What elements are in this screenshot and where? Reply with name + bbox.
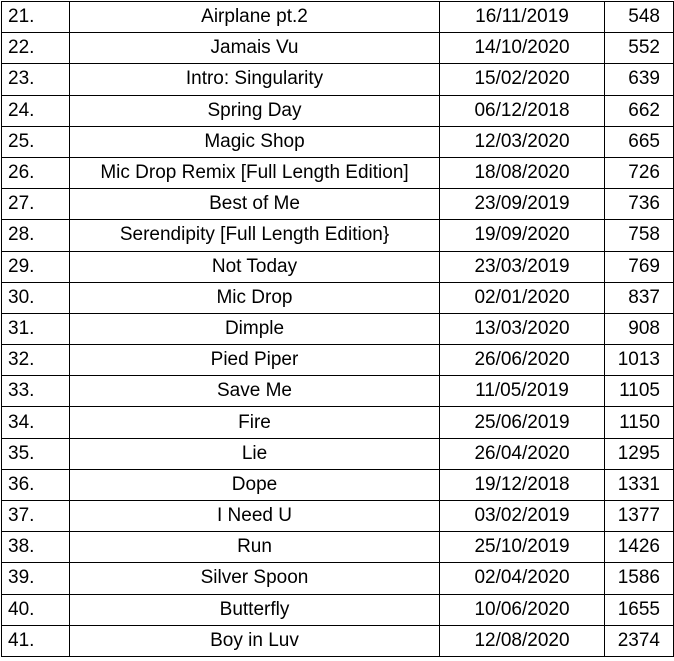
count-cell: 908 <box>605 313 674 344</box>
song-title-cell: Dimple <box>70 313 440 344</box>
date-cell: 25/06/2019 <box>440 407 605 438</box>
date-cell: 18/08/2020 <box>440 157 605 188</box>
date-cell: 26/04/2020 <box>440 438 605 469</box>
rank-cell: 39. <box>2 563 70 594</box>
table-row <box>2 469 674 500</box>
date-cell: 16/11/2019 <box>440 2 605 33</box>
rank-cell: 32. <box>2 345 70 376</box>
song-title-cell: Pied Piper <box>70 345 440 376</box>
rank-cell: 23. <box>2 64 70 95</box>
song-title-cell: Save Me <box>70 376 440 407</box>
count-cell: 1150 <box>605 407 674 438</box>
rank-cell: 28. <box>2 220 70 251</box>
date-cell: 03/02/2019 <box>440 501 605 532</box>
table-row <box>2 157 674 188</box>
rank-cell: 22. <box>2 33 70 64</box>
date-cell: 15/02/2020 <box>440 64 605 95</box>
table-row <box>2 594 674 625</box>
date-cell: 25/10/2019 <box>440 532 605 563</box>
table-row <box>2 33 674 64</box>
table-row <box>2 501 674 532</box>
song-table-body <box>2 2 674 657</box>
date-cell: 06/12/2018 <box>440 95 605 126</box>
table-row <box>2 438 674 469</box>
rank-cell: 41. <box>2 625 70 656</box>
date-cell: 11/05/2019 <box>440 376 605 407</box>
table-row <box>2 532 674 563</box>
table-row <box>2 282 674 313</box>
date-cell: 23/03/2019 <box>440 251 605 282</box>
rank-cell: 21. <box>2 2 70 33</box>
count-cell: 1655 <box>605 594 674 625</box>
date-cell: 12/03/2020 <box>440 126 605 157</box>
date-cell: 19/09/2020 <box>440 220 605 251</box>
song-title-cell: Butterfly <box>70 594 440 625</box>
count-cell: 1377 <box>605 501 674 532</box>
song-title-cell: Silver Spoon <box>70 563 440 594</box>
table-row <box>2 313 674 344</box>
date-cell: 02/01/2020 <box>440 282 605 313</box>
table-row <box>2 189 674 220</box>
rank-cell: 26. <box>2 157 70 188</box>
count-cell: 837 <box>605 282 674 313</box>
song-title-cell: Intro: Singularity <box>70 64 440 95</box>
count-cell: 639 <box>605 64 674 95</box>
rank-cell: 36. <box>2 469 70 500</box>
count-cell: 552 <box>605 33 674 64</box>
song-title-cell: Lie <box>70 438 440 469</box>
table-row <box>2 407 674 438</box>
count-cell: 758 <box>605 220 674 251</box>
song-title-cell: Spring Day <box>70 95 440 126</box>
song-title-cell: Airplane pt.2 <box>70 2 440 33</box>
song-title-cell: Mic Drop <box>70 282 440 313</box>
date-cell: 10/06/2020 <box>440 594 605 625</box>
count-cell: 662 <box>605 95 674 126</box>
date-cell: 19/12/2018 <box>440 469 605 500</box>
table-row <box>2 2 674 33</box>
song-title-cell: Boy in Luv <box>70 625 440 656</box>
date-cell: 02/04/2020 <box>440 563 605 594</box>
rank-cell: 27. <box>2 189 70 220</box>
rank-cell: 29. <box>2 251 70 282</box>
count-cell: 736 <box>605 189 674 220</box>
count-cell: 665 <box>605 126 674 157</box>
table-row <box>2 376 674 407</box>
song-title-cell: Serendipity [Full Length Edition} <box>70 220 440 251</box>
rank-cell: 35. <box>2 438 70 469</box>
song-title-cell: Magic Shop <box>70 126 440 157</box>
song-title-cell: Best of Me <box>70 189 440 220</box>
rank-cell: 25. <box>2 126 70 157</box>
date-cell: 14/10/2020 <box>440 33 605 64</box>
song-title-cell: Not Today <box>70 251 440 282</box>
count-cell: 1013 <box>605 345 674 376</box>
count-cell: 769 <box>605 251 674 282</box>
date-cell: 13/03/2020 <box>440 313 605 344</box>
rank-cell: 34. <box>2 407 70 438</box>
song-table <box>1 1 674 657</box>
count-cell: 1295 <box>605 438 674 469</box>
table-row <box>2 563 674 594</box>
table-row <box>2 625 674 656</box>
table-row <box>2 251 674 282</box>
song-title-cell: I Need U <box>70 501 440 532</box>
count-cell: 548 <box>605 2 674 33</box>
rank-cell: 24. <box>2 95 70 126</box>
date-cell: 26/06/2020 <box>440 345 605 376</box>
song-title-cell: Mic Drop Remix [Full Length Edition] <box>70 157 440 188</box>
rank-cell: 37. <box>2 501 70 532</box>
table-row <box>2 220 674 251</box>
table-row <box>2 126 674 157</box>
song-title-cell: Jamais Vu <box>70 33 440 64</box>
count-cell: 726 <box>605 157 674 188</box>
song-title-cell: Run <box>70 532 440 563</box>
count-cell: 1586 <box>605 563 674 594</box>
table-row <box>2 345 674 376</box>
rank-cell: 40. <box>2 594 70 625</box>
rank-cell: 33. <box>2 376 70 407</box>
rank-cell: 38. <box>2 532 70 563</box>
rank-cell: 31. <box>2 313 70 344</box>
count-cell: 1426 <box>605 532 674 563</box>
date-cell: 23/09/2019 <box>440 189 605 220</box>
date-cell: 12/08/2020 <box>440 625 605 656</box>
table-row <box>2 95 674 126</box>
song-title-cell: Dope <box>70 469 440 500</box>
song-title-cell: Fire <box>70 407 440 438</box>
table-row <box>2 64 674 95</box>
count-cell: 1331 <box>605 469 674 500</box>
count-cell: 1105 <box>605 376 674 407</box>
rank-cell: 30. <box>2 282 70 313</box>
count-cell: 2374 <box>605 625 674 656</box>
